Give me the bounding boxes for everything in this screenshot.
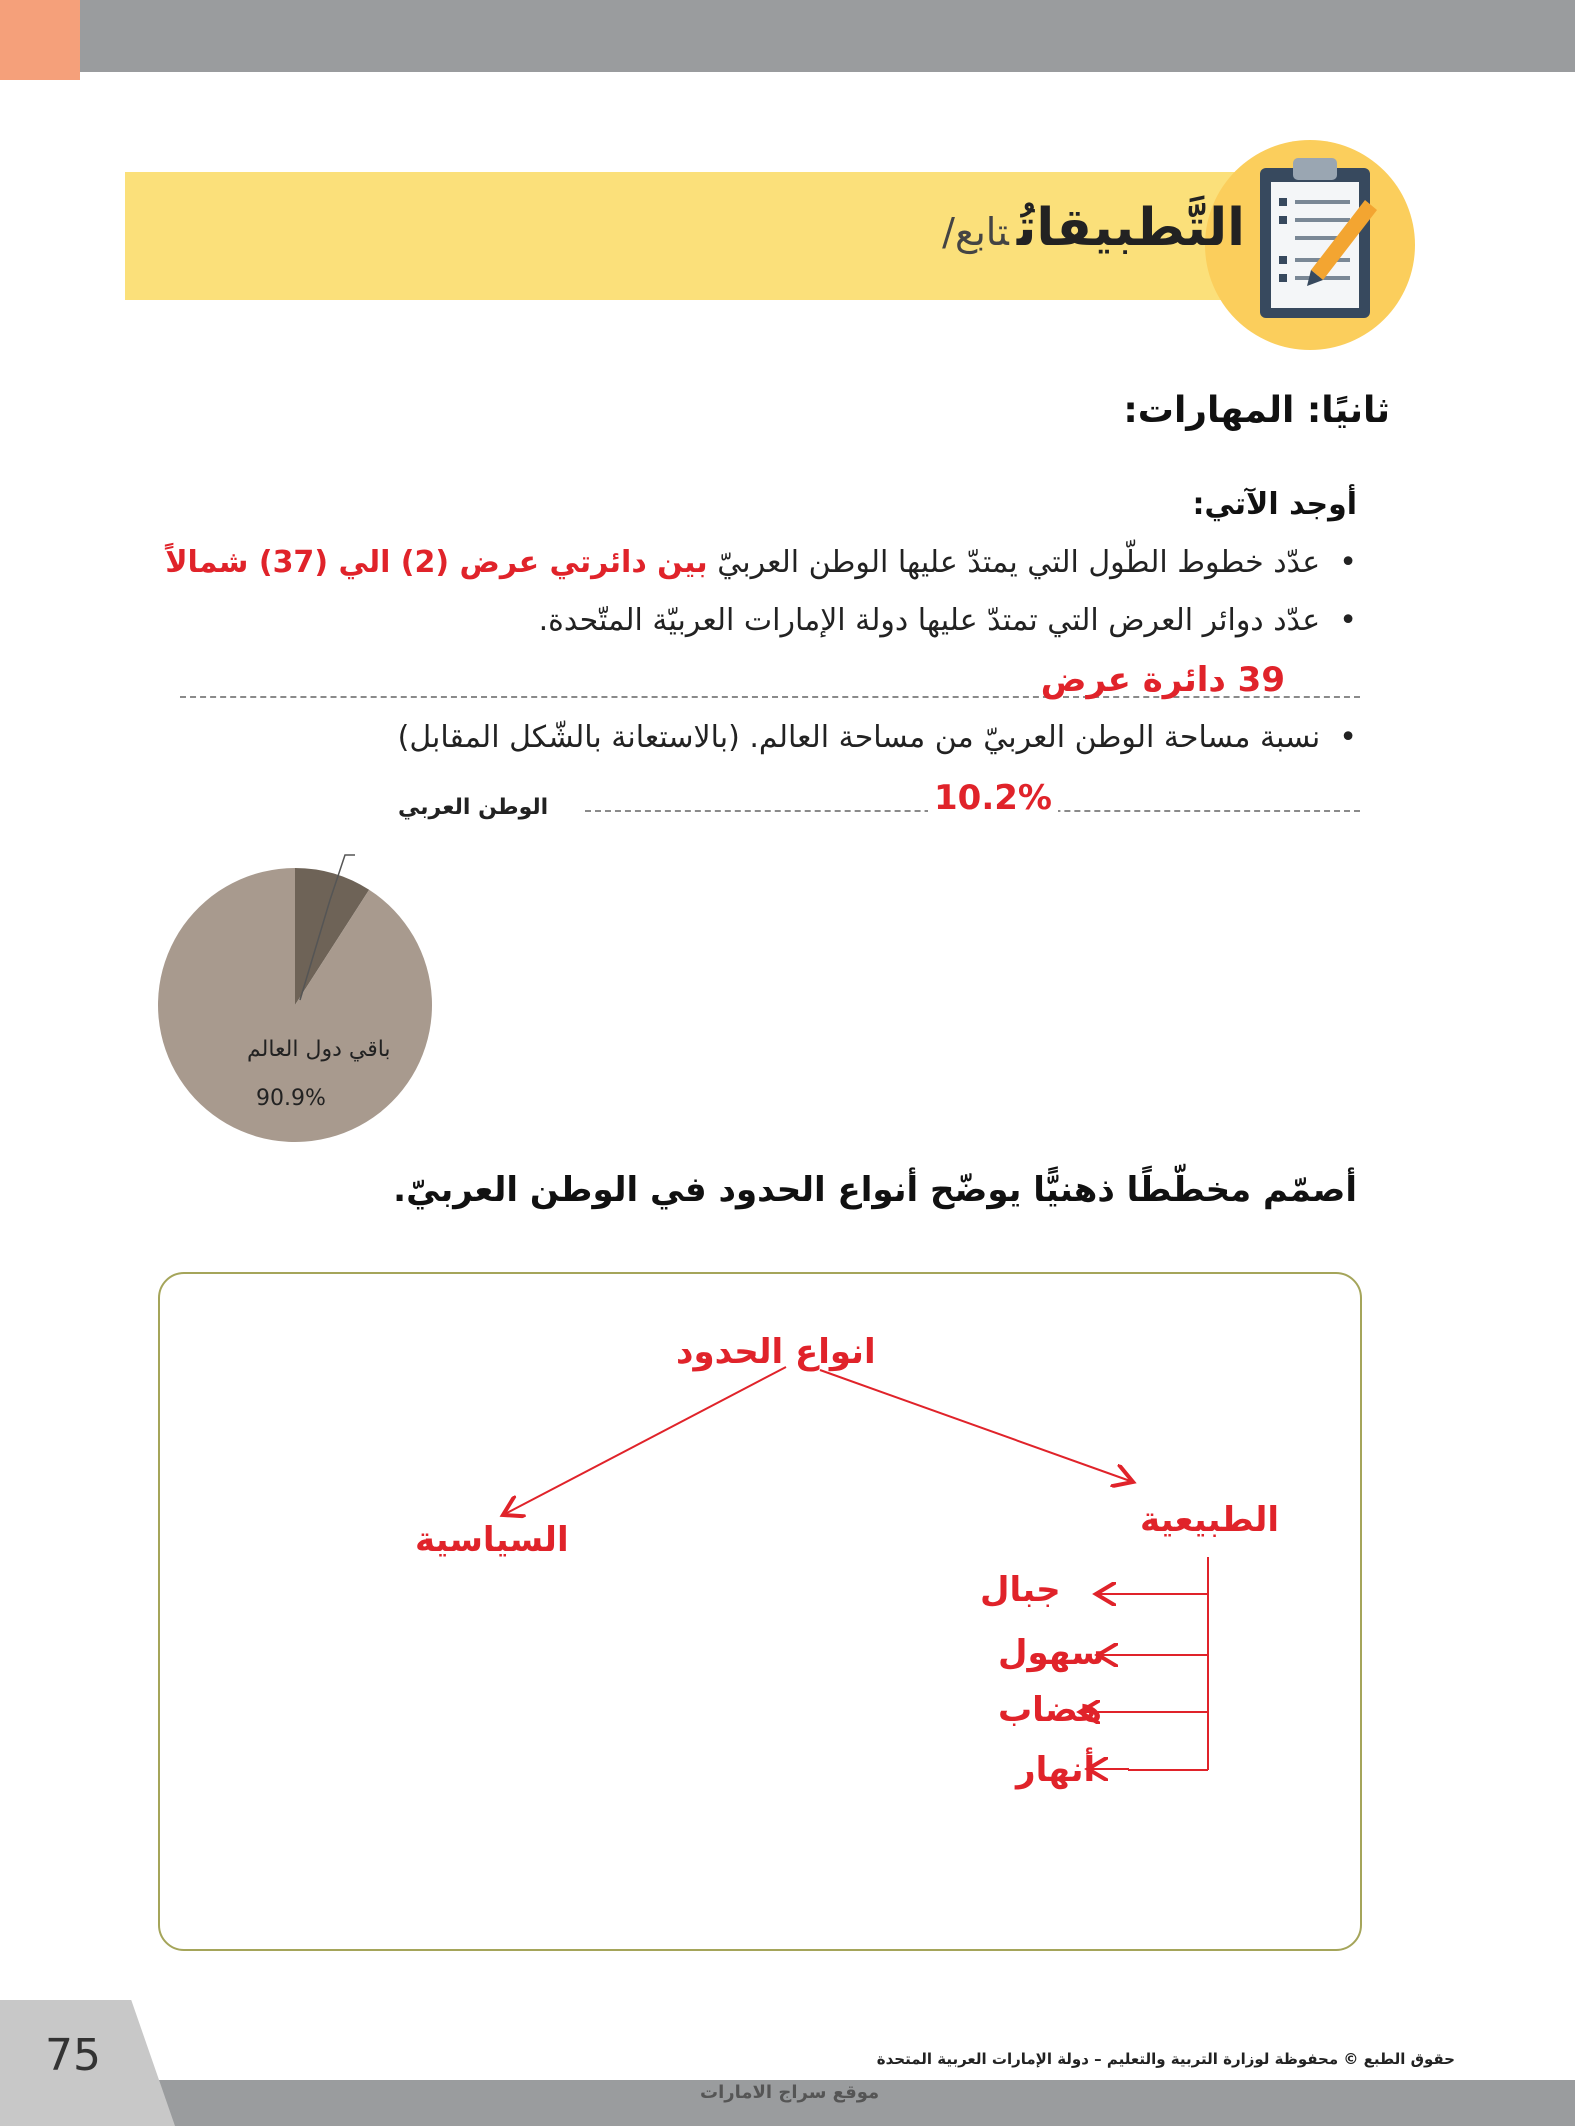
pie-label-arab-world: الوطن العربي [398, 795, 549, 820]
mindmap-political: السياسية [415, 1520, 569, 1560]
footer-site-name: موقع سراج الامارات [700, 2082, 880, 2103]
section-heading: ثانيًا: المهارات: [1123, 390, 1390, 431]
top-corner-accent [0, 0, 80, 80]
copyright-text: حقوق الطبع © محفوظة لوزارة التربية والتعليم – دولة الإمارات العربية المتحدة [876, 2050, 1455, 2068]
list-item-2 [539, 603, 1357, 638]
top-bar [0, 0, 1575, 72]
list-item-3 [398, 720, 1357, 755]
task-heading: أصمّم مخطّطًا ذهنيًّا يوضّح أنواع الحدود في الوطن العربيّ. [393, 1170, 1357, 1210]
arrow-to-political [503, 1367, 786, 1515]
mindmap-natural: الطبيعية [1140, 1500, 1279, 1540]
item-2-text: عدّد دوائر العرض التي تمتدّ عليها دولة الإمارات العربيّة المتّحدة. [538, 603, 1321, 638]
bullet-dot: • [1320, 720, 1357, 755]
pie-chart [140, 790, 460, 1190]
item-1-answer: بين دائرتي عرض (2) الي (37) شمالاً [165, 545, 708, 580]
item-3-answer: 10.2% [928, 778, 1058, 818]
pie-value-rest-world: 90.9% [256, 1086, 326, 1111]
page-title [942, 198, 1245, 258]
item-1-text: عدّد خطوط الطّول التي يمتدّ عليها الوطن العربيّ [717, 545, 1321, 580]
list-item-1 [165, 545, 1357, 580]
bullet-dot: • [1320, 545, 1357, 580]
mindmap-natural-item-3: هضاب [998, 1690, 1103, 1730]
mindmap-arrows [158, 1272, 1358, 1947]
mindmap-natural-item-4: أنهار [1016, 1750, 1096, 1790]
bullet-dot: • [1320, 603, 1357, 638]
title-prefix: تابع/ [942, 210, 1009, 254]
title-main: التَّطبيقاتُ [1016, 198, 1245, 258]
section-subheading: أوجد الآتي: [1192, 487, 1357, 522]
pie-label-rest-world: باقي دول العالم [247, 1037, 391, 1062]
item-3-text: نسبة مساحة الوطن العربيّ من مساحة العالم. (بالاستعانة بالشّكل المقابل) [397, 720, 1321, 755]
mindmap-root: انواع الحدود [676, 1332, 876, 1372]
item-2-answer: 39 دائرة عرض [1040, 660, 1285, 700]
mindmap-natural-item-2: سهول [998, 1633, 1105, 1673]
mindmap-natural-item-1: جبال [980, 1570, 1061, 1610]
arrow-to-natural [820, 1370, 1133, 1482]
page-number: 75 [45, 2030, 101, 2081]
